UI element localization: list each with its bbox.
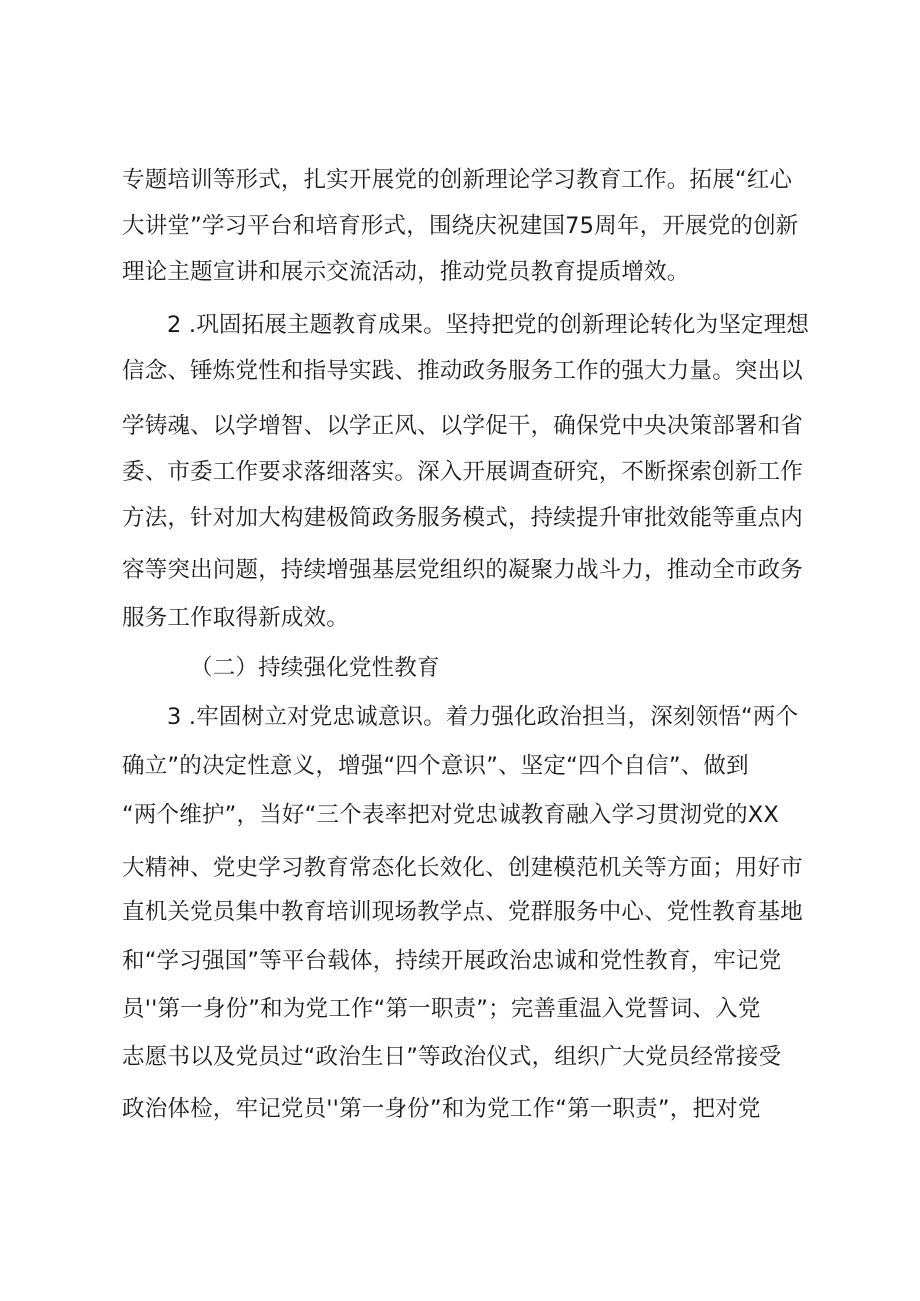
body-text-line: 大精神、党史学习教育常态化长效化、创建模范机关等方面；用好市 [122, 855, 804, 881]
body-text-line: 委、市委工作要求落细落实。深入开展调查研究，不断探索创新工作 [122, 459, 804, 485]
body-text-line: “两个维护”，当好“三个表率把对党忠诚教育融入学习贯沏党的XX [122, 802, 779, 828]
body-text-line: 志愿书以及党员过“政治生日”等政治仪式，组织广大党员经常接受 [122, 1044, 782, 1070]
body-text-line: 学铸魂、以学增智、以学正风、以学促干，确保党中央决策部署和省 [122, 413, 804, 439]
body-text-line: 确立”的决定性意义，增强“四个意识”、坚定“四个自信”、做到 [122, 753, 749, 779]
body-text-line: 直机关党员集中教育培训现场教学点、党群服务中心、党性教育基地 [122, 899, 804, 925]
body-text-line: 和“学习强国”等平台载体，持续开展政治忠诚和党性教育，牢记党 [122, 948, 782, 974]
body-text-line: 政治体检，牢记党员''第一身份”和为党工作“第一职责”，把对党 [122, 1096, 761, 1122]
body-text-line: 服务工作取得新成效。 [122, 605, 350, 631]
body-text-line: 员''第一身份”和为党工作“第一职责”；完善重温入党誓词、入党 [122, 996, 761, 1022]
body-text-line: 专题培训等形式，扎实开展党的创新理论学习教育工作。拓展“红心 [122, 167, 793, 193]
item-3-heading-line: 3 .牢固树立对党忠诚意识。着力强化政治担当，深刻领悟“两个 [167, 704, 799, 730]
body-text-line: 方法，针对加大构建极简政务服务模式，持续提升审批效能等重点内 [122, 505, 804, 531]
body-text-line: 信念、锤炼党性和指导实践、推动政务服务工作的强大力量。突出以 [122, 358, 804, 384]
body-text-line: 大讲堂”学习平台和培育形式，围绕庆祝建国75周年，开展党的创新 [122, 213, 799, 239]
body-text-line: 容等突出问题，持续增强基层党组织的凝聚力战斗力，推动全市政务 [122, 557, 804, 583]
section-heading: （二）持续强化党性教育 [190, 655, 440, 681]
item-2-heading-line: 2 .巩固拓展主题教育成果。坚持把党的创新理论转化为坚定理想 [167, 312, 810, 338]
body-text-line: 理论主题宣讲和展示交流活动，推动党员教育提质增效。 [122, 259, 690, 285]
